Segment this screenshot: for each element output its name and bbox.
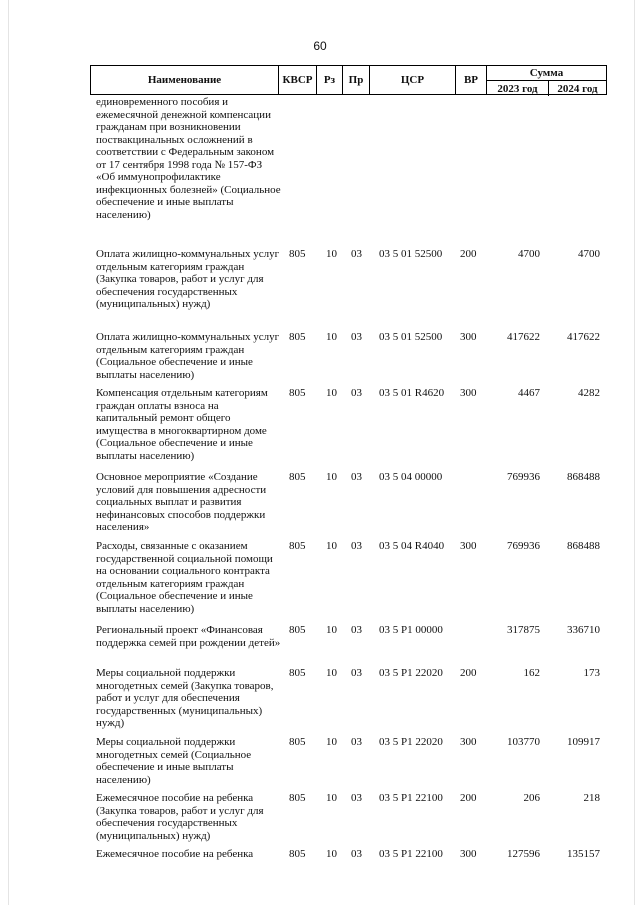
row-name: Компенсация отдельным категориям граждан оплаты взноса на капитальный ремонт общего имущества в многоквартирном доме (Социальное обеспечение и иные выплаты населению) bbox=[96, 387, 268, 462]
row-kvsr: 805 bbox=[289, 471, 306, 483]
row-sum-2023: 127596 bbox=[507, 848, 540, 860]
table-row bbox=[0, 96, 640, 248]
row-csr: 03 5 P1 22020 bbox=[379, 736, 443, 748]
header-kvsr: КВСР bbox=[279, 66, 317, 94]
row-rz: 10 bbox=[326, 848, 337, 860]
row-kvsr: 805 bbox=[289, 667, 306, 679]
row-vr: 300 bbox=[460, 387, 477, 399]
row-sum-2023: 317875 bbox=[507, 624, 540, 636]
table-body bbox=[0, 96, 640, 868]
row-sum-2024: 173 bbox=[583, 667, 600, 679]
row-name: Меры социальной поддержки многодетных семей (Закупка товаров, работ и услуг для обеспечения государственных (муниципальных) нужд) bbox=[96, 667, 274, 729]
row-rz: 10 bbox=[326, 331, 337, 343]
row-vr: 300 bbox=[460, 848, 477, 860]
row-sum-2024: 4700 bbox=[578, 248, 600, 260]
row-name: Расходы, связанные с оказанием государственной социальной помощи на основании социального контракта отдельным категориям граждан (Социальное обеспечение и иные выплаты населению) bbox=[96, 540, 273, 615]
header-year-2023: 2023 год bbox=[487, 80, 549, 96]
row-pr: 03 bbox=[351, 540, 362, 552]
header-pr: Пр bbox=[343, 66, 370, 94]
table-row bbox=[0, 471, 640, 540]
table-row bbox=[0, 624, 640, 667]
row-rz: 10 bbox=[326, 540, 337, 552]
table-row bbox=[0, 540, 640, 624]
row-sum-2024: 4282 bbox=[578, 387, 600, 399]
header-name: Наименование bbox=[91, 66, 279, 94]
row-kvsr: 805 bbox=[289, 248, 306, 260]
row-sum-2023: 103770 bbox=[507, 736, 540, 748]
row-vr: 300 bbox=[460, 540, 477, 552]
row-sum-2023: 4467 bbox=[518, 387, 540, 399]
row-vr: 200 bbox=[460, 792, 477, 804]
row-csr: 03 5 P1 22020 bbox=[379, 667, 443, 679]
row-csr: 03 5 01 R4620 bbox=[379, 387, 445, 399]
table-header bbox=[90, 65, 607, 95]
row-name: Региональный проект «Финансовая поддержка семей при рождении детей» bbox=[96, 624, 281, 649]
row-sum-2024: 868488 bbox=[567, 471, 600, 483]
row-pr: 03 bbox=[351, 736, 362, 748]
row-pr: 03 bbox=[351, 331, 362, 343]
row-pr: 03 bbox=[351, 471, 362, 483]
table-row bbox=[0, 848, 640, 868]
row-pr: 03 bbox=[351, 848, 362, 860]
row-vr: 200 bbox=[460, 248, 477, 260]
row-kvsr: 805 bbox=[289, 624, 306, 636]
table-row bbox=[0, 736, 640, 792]
row-name: Основное мероприятие «Создание условий для повышения адресности социальных выплат и развития нефинансовых способов поддержки населения» bbox=[96, 471, 267, 533]
header-csr: ЦСР bbox=[370, 66, 456, 94]
row-rz: 10 bbox=[326, 471, 337, 483]
row-sum-2024: 336710 bbox=[567, 624, 600, 636]
row-rz: 10 bbox=[326, 387, 337, 399]
row-rz: 10 bbox=[326, 736, 337, 748]
row-vr: 300 bbox=[460, 331, 477, 343]
table-row bbox=[0, 792, 640, 848]
table-row bbox=[0, 387, 640, 471]
row-name: Ежемесячное пособие на ребенка (Закупка товаров, работ и услуг для обеспечения государственных (муниципальных) нужд) bbox=[96, 792, 264, 842]
row-kvsr: 805 bbox=[289, 848, 306, 860]
row-pr: 03 bbox=[351, 667, 362, 679]
row-sum-2023: 769936 bbox=[507, 540, 540, 552]
row-rz: 10 bbox=[326, 624, 337, 636]
table-row bbox=[0, 667, 640, 736]
row-vr: 200 bbox=[460, 667, 477, 679]
row-kvsr: 805 bbox=[289, 540, 306, 552]
header-vr: ВР bbox=[456, 66, 487, 94]
row-kvsr: 805 bbox=[289, 331, 306, 343]
row-sum-2024: 135157 bbox=[567, 848, 600, 860]
row-sum-2023: 162 bbox=[523, 667, 540, 679]
row-csr: 03 5 01 52500 bbox=[379, 248, 443, 260]
row-kvsr: 805 bbox=[289, 387, 306, 399]
row-csr: 03 5 P1 22100 bbox=[379, 792, 443, 804]
row-sum-2023: 769936 bbox=[507, 471, 540, 483]
row-name: Оплата жилищно-коммунальных услуг отдельным категориям граждан (Социальное обеспечение и иные выплаты населению) bbox=[96, 331, 280, 381]
row-csr: 03 5 04 R4040 bbox=[379, 540, 445, 552]
row-csr: 03 5 P1 22100 bbox=[379, 848, 443, 860]
header-sum: Сумма bbox=[529, 67, 564, 79]
row-rz: 10 bbox=[326, 667, 337, 679]
table-row bbox=[0, 248, 640, 331]
row-sum-2024: 218 bbox=[583, 792, 600, 804]
row-pr: 03 bbox=[351, 792, 362, 804]
table-row bbox=[0, 331, 640, 387]
page-number: 60 bbox=[313, 39, 327, 53]
row-name: Оплата жилищно-коммунальных услуг отдельным категориям граждан (Закупка товаров, работ и услуг для обеспечения государственных (муниципальных) нужд) bbox=[96, 248, 280, 310]
row-csr: 03 5 P1 00000 bbox=[379, 624, 443, 636]
row-sum-2024: 417622 bbox=[567, 331, 600, 343]
row-csr: 03 5 01 52500 bbox=[379, 331, 443, 343]
row-name: единовременного пособия и ежемесячной денежной компенсации гражданам при возникновении поствакцинальных осложнений в соответствии с Федеральным законом от 17 сентября 1998 года № 157-ФЗ «Об иммунопрофилактике инфекционных болезней» (Социальное обеспечение и иные выплаты населению) bbox=[96, 96, 281, 221]
row-rz: 10 bbox=[326, 792, 337, 804]
row-sum-2023: 417622 bbox=[507, 331, 540, 343]
row-sum-2024: 868488 bbox=[567, 540, 600, 552]
row-vr: 300 bbox=[460, 736, 477, 748]
row-kvsr: 805 bbox=[289, 736, 306, 748]
header-rz: Рз bbox=[317, 66, 343, 94]
row-pr: 03 bbox=[351, 248, 362, 260]
row-csr: 03 5 04 00000 bbox=[379, 471, 443, 483]
row-sum-2023: 206 bbox=[523, 792, 540, 804]
row-pr: 03 bbox=[351, 387, 362, 399]
row-pr: 03 bbox=[351, 624, 362, 636]
row-sum-2023: 4700 bbox=[518, 248, 540, 260]
row-name: Меры социальной поддержки многодетных семей (Социальное обеспечение и иные выплаты населению) bbox=[96, 736, 252, 786]
row-rz: 10 bbox=[326, 248, 337, 260]
row-name: Ежемесячное пособие на ребенка bbox=[96, 848, 254, 860]
header-year-2024: 2024 год bbox=[549, 80, 606, 96]
row-kvsr: 805 bbox=[289, 792, 306, 804]
row-sum-2024: 109917 bbox=[567, 736, 600, 748]
